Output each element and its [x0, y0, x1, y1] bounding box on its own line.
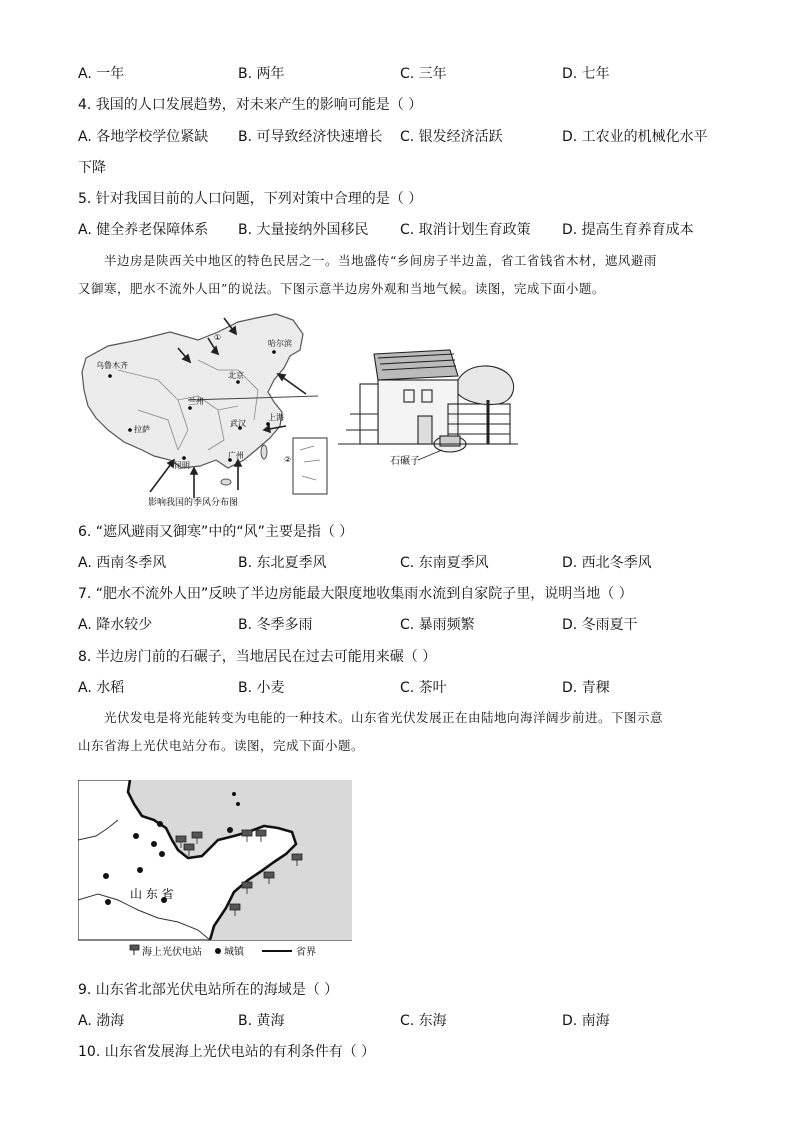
q5-option-c: C. 取消计划生育政策 [400, 222, 531, 238]
marker-1: ① [214, 333, 222, 342]
city-lanzhou: 兰州 [188, 397, 204, 406]
marker-2: ② [284, 455, 292, 464]
q4-option-d: D. 工农业的机械化水平 [562, 129, 708, 145]
q9-option-a: A. 渤海 [78, 1013, 125, 1029]
figure-2 [78, 780, 352, 962]
q3-option-a: A. 一年 [78, 66, 125, 82]
q4-stem: 4. 我国的人口发展趋势，对未来产生的影响可能是（ ） [78, 97, 423, 113]
q6-option-d: D. 西北冬季风 [562, 555, 652, 571]
half-house-illustration [338, 350, 518, 452]
taiwan-island [261, 445, 267, 459]
city-guangzhou: 广州 [228, 451, 244, 460]
q4-option-b: B. 可导致经济快速增长 [238, 129, 383, 145]
city-kunming: 昆明 [174, 461, 190, 470]
city-shanghai: 上海 [268, 413, 284, 422]
shandong-pv-map [78, 780, 352, 962]
city-lhasa: 拉萨 [134, 425, 150, 434]
legend-station-label: 海上光伏电站 [142, 947, 202, 958]
south-sea-inset [293, 438, 327, 494]
q8-option-d: D. 青稞 [562, 680, 610, 696]
q9-option-c: C. 东海 [400, 1013, 447, 1029]
q6-option-c: C. 东南夏季风 [400, 555, 489, 571]
city-beijing: 北京 [228, 371, 244, 380]
monsoon-map-and-house-illustration [78, 310, 518, 515]
hainan-island [221, 479, 231, 485]
q5-stem: 5. 针对我国目前的人口问题，下列对策中合理的是（ ） [78, 191, 423, 207]
intro-2-line-2: 山东省海上光伏电站分布。读图，完成下面小题。 [78, 738, 365, 753]
q7-option-c: C. 暴雨频繁 [400, 617, 475, 633]
china-outline [82, 314, 303, 468]
roller-label: 石碾子 [390, 456, 420, 467]
q7-option-d: D. 冬雨夏干 [562, 617, 638, 633]
q3-option-b: B. 两年 [238, 66, 285, 82]
q8-stem: 8. 半边房门前的石碾子，当地居民在过去可能用来碾（ ） [78, 649, 437, 665]
legend-station-icon [130, 945, 139, 950]
city-urumqi: 乌鲁木齐 [96, 361, 128, 370]
intro-2-line-1: 光伏发电是将光能转变为电能的一种技术。山东省光伏发展正在由陆地向海洋阔步前进。下图示意 [104, 710, 664, 725]
legend-border-label: 省界 [296, 947, 316, 958]
intro-paragraph-1 [78, 247, 718, 303]
map-caption: 影响我国的季风分布图 [148, 498, 239, 508]
legend [130, 945, 316, 958]
city-harbin: 哈尔滨 [268, 339, 292, 348]
q5-option-b: B. 大量接纳外国移民 [238, 222, 369, 238]
q4-option-d-continued: 下降 [78, 160, 106, 176]
q3-option-c: C. 三年 [400, 66, 447, 82]
intro-1-line-1: 半边房是陕西关中地区的特色民居之一。当地盛传“乡间房子半边盖，省工省钱省木材，遮风避雨 [104, 253, 657, 268]
legend-town-label: 城镇 [224, 947, 244, 958]
q8-option-c: C. 茶叶 [400, 680, 447, 696]
q9-stem: 9. 山东省北部光伏电站所在的海域是（ ） [78, 982, 339, 998]
q10-stem: 10. 山东省发展海上光伏电站的有利条件有（ ） [78, 1044, 376, 1060]
q7-option-b: B. 冬季多雨 [238, 617, 313, 633]
q6-option-a: A. 西南冬季风 [78, 555, 167, 571]
q7-stem: 7. “肥水不流外人田”反映了半边房能最大限度地收集雨水流到自家院子里，说明当地（ ） [78, 586, 633, 602]
q5-option-a: A. 健全养老保障体系 [78, 222, 209, 238]
legend-town-icon [215, 948, 221, 954]
q9-option-b: B. 黄海 [238, 1013, 285, 1029]
q9-option-d: D. 南海 [562, 1013, 610, 1029]
q4-option-a: A. 各地学校学位紧缺 [78, 129, 209, 145]
q5-option-d: D. 提高生育养育成本 [562, 222, 694, 238]
figure-1 [78, 310, 518, 515]
q4-option-c: C. 银发经济活跃 [400, 129, 503, 145]
city-wuhan: 武汉 [230, 419, 246, 428]
q6-stem: 6. “遮风避雨又御寒”中的“风”主要是指（ ） [78, 524, 354, 540]
q6-option-b: B. 东北夏季风 [238, 555, 327, 571]
province-label: 山 东 省 [130, 887, 174, 901]
q8-option-b: B. 小麦 [238, 680, 285, 696]
q7-option-a: A. 降水较少 [78, 617, 153, 633]
intro-1-line-2: 又御寒，肥水不流外人田”的说法。下图示意半边房外观和当地气候。读图，完成下面小题。 [78, 281, 605, 296]
q8-option-a: A. 水稻 [78, 680, 125, 696]
intro-paragraph-2 [78, 704, 718, 760]
q3-option-d: D. 七年 [562, 66, 610, 82]
